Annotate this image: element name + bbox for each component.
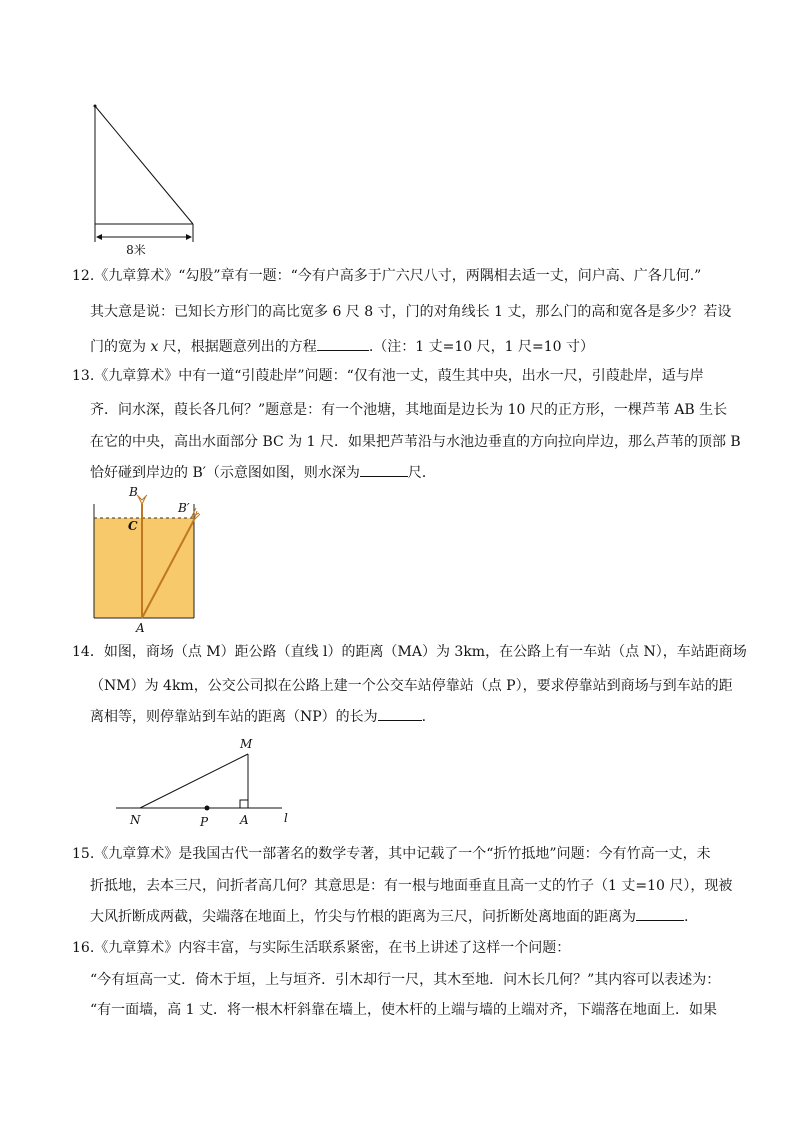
q14-line-3 <box>90 706 426 727</box>
q12-line-3 <box>90 336 594 357</box>
q16-line-2: “今有垣高一丈．倚木于垣，上与垣齐．引木却行一尺，其木至地．问木长几何？”其内容可以表述为： <box>90 972 721 988</box>
q15-line-3a: 大风折断成两截，尖端落在地面上，竹尖与竹根的距离为三尺，问折断处离地面的距离为 <box>90 909 636 925</box>
q12-line-3a: 门的宽为 <box>90 339 151 355</box>
q12-line-3c: .（注：1 丈=10 尺，1 尺=10 寸） <box>368 339 594 355</box>
q12-answer-blank[interactable] <box>317 336 369 351</box>
q12-line-1: 12.《九章算术》“勾股”章有一题：“今有户高多于广六尺八寸，两隅相去适一丈，问户高、广各几何.” <box>72 268 702 284</box>
q13-line-2: 齐．问水深，葭长各几何？”题意是：有一个池塘，其地面是边长为 10 尺的正方形，一棵芦苇 AB 生长 <box>90 402 728 418</box>
figure-q14-road <box>112 732 302 832</box>
q15-line-1: 15.《九章算术》是我国古代一部著名的数学专著，其中记载了一个“折竹抵地”问题：今有竹高一丈，未 <box>72 846 711 862</box>
figure-q11-triangle <box>88 100 203 260</box>
q13-line-4 <box>90 462 436 483</box>
q14-fig-label-N: N <box>130 813 141 827</box>
q14-fig-label-l: l <box>284 811 288 825</box>
q14-line-3a: 离相等，则停靠站到车站的距离（NP）的长为 <box>90 709 378 725</box>
q14-line-3b: . <box>421 709 427 725</box>
q16-line-3: “有一面墙，高 1 丈．将一根木杆斜靠在墙上，使木杆的上端与墙的上端对齐，下端落在地面上．如果 <box>90 1002 717 1018</box>
q14-line-1: 14．如图，商场（点 M）距公路（直线 l）的距离（MA）为 3km，在公路上有一车站（点 N），车站距商场 <box>72 644 747 660</box>
q12-line-2: 其大意是说：已知长方形门的高比宽多 6 尺 8 寸，门的对角线长 1 丈，那么门的高和宽各是多少？若设 <box>90 304 732 320</box>
q13-line-4b: 尺． <box>407 465 436 481</box>
q13-answer-blank[interactable] <box>360 462 408 477</box>
q13-line-3: 在它的中央，高出水面部分 BC 为 1 尺．如果把芦苇沿与水池边垂直的方向拉向岸边，那么芦苇的顶部 B <box>90 434 741 450</box>
q14-answer-blank[interactable] <box>378 706 422 721</box>
q13-fig-label-Bp: B′ <box>178 501 190 515</box>
q15-answer-blank[interactable] <box>636 906 684 921</box>
figure-q13-pond <box>84 484 210 636</box>
q15-line-3 <box>90 906 688 927</box>
fig11-base-label: 8米 <box>126 243 146 257</box>
q13-fig-label-B: B <box>129 485 138 499</box>
q14-fig-label-A: A <box>240 813 249 827</box>
q14-fig-label-M: M <box>240 737 253 751</box>
q13-fig-label-A: A <box>136 621 145 635</box>
q15-line-3b: . <box>684 909 689 925</box>
q14-line-2: （NM）为 4km，公交公司拟在公路上建一个公交车站停靠站（点 P），要求停靠站到商场与到车站的距 <box>90 678 733 694</box>
q13-line-1: 13.《九章算术》中有一道“引葭赴岸”问题：“仅有池一丈，葭生其中央，出水一尺，引葭赴岸，适与岸 <box>72 368 704 384</box>
q16-line-1: 16.《九章算术》内容丰富，与实际生活联系紧密，在书上讲述了这样一个问题： <box>72 940 571 956</box>
q13-fig-label-C: C <box>128 519 138 533</box>
q12-var-x: x <box>150 339 159 355</box>
q15-line-2: 折抵地，去本三尺，问折者高几何？其意思是：有一根与地面垂直且高一丈的竹子（1 丈=10 尺），现被 <box>90 878 733 894</box>
q13-line-4a: 恰好碰到岸边的 B′（示意图如图，则水深为 <box>90 465 360 481</box>
q12-line-3b: 尺，根据题意列出的方程 <box>158 339 317 355</box>
q14-fig-label-P: P <box>200 815 209 829</box>
